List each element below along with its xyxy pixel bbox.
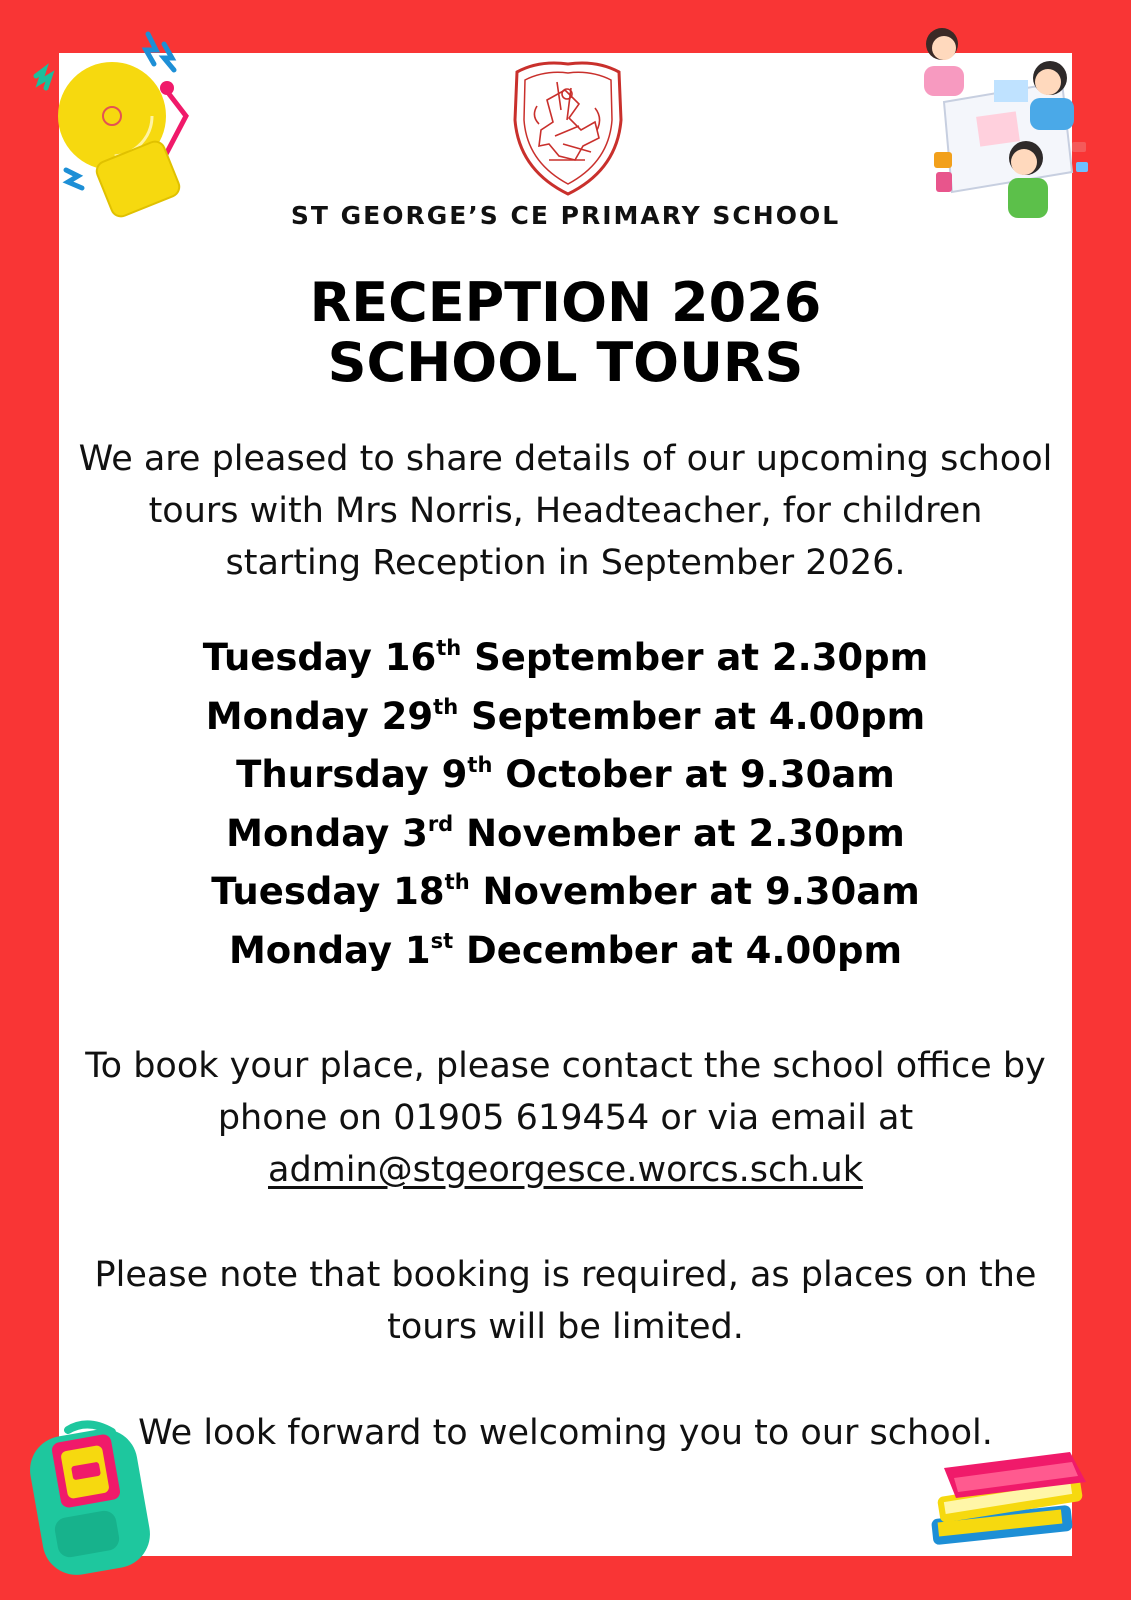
tour-time: November at 2.30pm xyxy=(453,811,905,855)
ordinal-suffix: th xyxy=(444,870,470,894)
ordinal-suffix: th xyxy=(467,753,493,777)
tour-date-item xyxy=(0,746,1131,805)
school-name: ST GEORGE’S CE PRIMARY SCHOOL xyxy=(290,201,841,230)
closing-line: We look forward to welcoming you to our school. xyxy=(138,1413,993,1453)
tour-dates-list xyxy=(0,629,1131,980)
tour-day: Tuesday 18 xyxy=(211,870,445,913)
tour-date-item xyxy=(0,629,1131,688)
email-link[interactable]: admin@stgeorgesce.worcs.sch.uk xyxy=(268,1150,863,1190)
intro-line: tours with Mrs Norris, Headteacher, for children xyxy=(148,491,983,531)
intro-line: starting Reception in September 2026. xyxy=(225,543,906,583)
children-painting-icon xyxy=(922,22,1102,232)
ordinal-suffix: rd xyxy=(427,811,454,836)
ordinal-suffix: st xyxy=(430,928,454,953)
tour-day: Thursday 9 xyxy=(236,753,468,796)
tour-date-item xyxy=(0,922,1131,981)
tour-day: Monday 3 xyxy=(226,811,428,855)
contact-paragraph xyxy=(59,1040,1072,1196)
tour-date-item xyxy=(0,688,1131,747)
note-line: tours will be limited. xyxy=(387,1307,744,1347)
ordinal-suffix: th xyxy=(436,636,462,660)
title-line-1: RECEPTION 2026 xyxy=(309,271,822,334)
intro-paragraph xyxy=(59,433,1072,589)
contact-line: To book your place, please contact the school office by xyxy=(85,1046,1046,1086)
tour-time: December at 4.00pm xyxy=(453,928,903,972)
backpack-icon xyxy=(22,1418,162,1583)
tour-date-item xyxy=(0,863,1131,922)
note-line: Please note that booking is required, as places on the xyxy=(94,1255,1037,1295)
booking-note xyxy=(59,1249,1072,1353)
contact-line: phone on 01905 619454 or via email at xyxy=(217,1098,914,1138)
school-crest-logo xyxy=(509,60,627,198)
books-stack-icon xyxy=(924,1448,1096,1558)
tour-time: October at 9.30am xyxy=(492,753,895,796)
ordinal-suffix: th xyxy=(433,694,459,719)
school-bell-icon xyxy=(30,30,200,225)
tour-time: September at 4.00pm xyxy=(458,694,926,738)
tour-date-item xyxy=(0,805,1131,864)
tour-day: Monday 1 xyxy=(228,928,431,972)
tour-day: Tuesday 16 xyxy=(202,636,437,679)
page-title xyxy=(0,273,1131,393)
tour-time: November at 9.30am xyxy=(469,870,920,913)
title-line-2: SCHOOL TOURS xyxy=(327,331,804,394)
tour-day: Monday 29 xyxy=(205,694,434,738)
intro-line: We are pleased to share details of our upcoming school xyxy=(78,439,1053,479)
tour-time: September at 2.30pm xyxy=(461,636,929,679)
